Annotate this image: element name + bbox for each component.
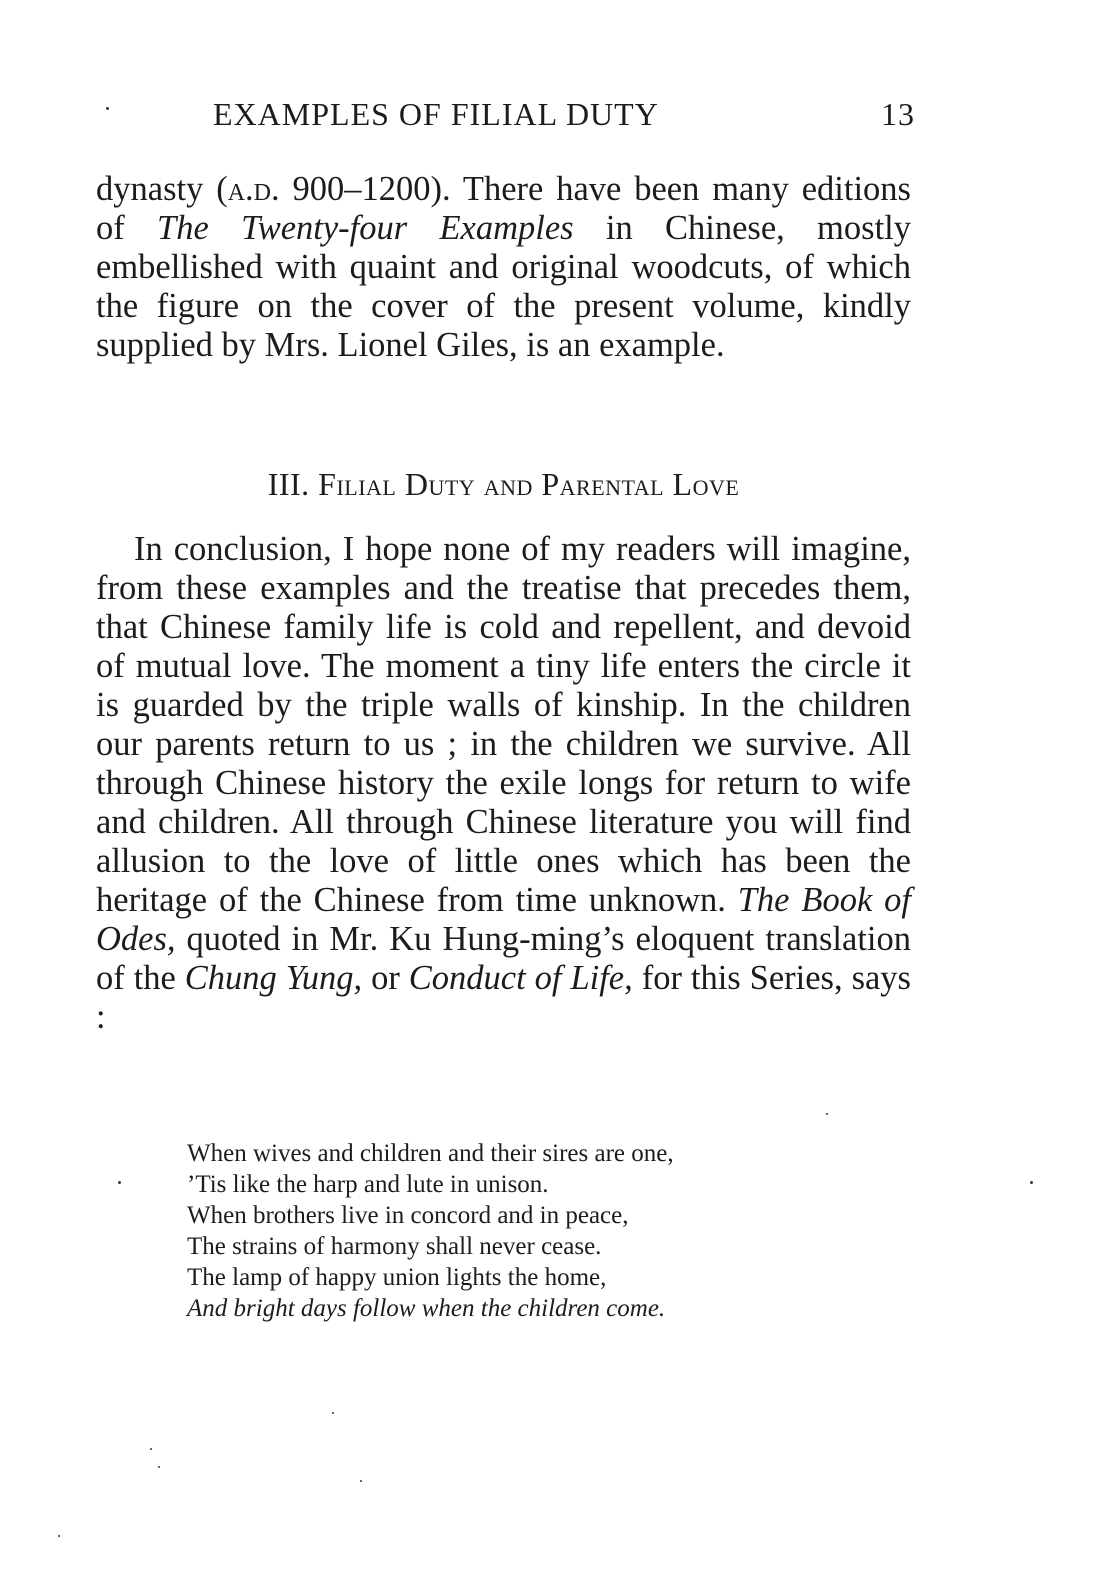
- paper-speck: [118, 1181, 121, 1184]
- era-abbreviation: a.d.: [227, 170, 280, 208]
- verse-line: When brothers live in concord and in peace,: [187, 1202, 629, 1229]
- paragraph-conclusion: [96, 530, 911, 1037]
- paper-speck: [106, 107, 109, 110]
- paragraph-continuation: [96, 170, 911, 365]
- paper-speck: [360, 1480, 362, 1482]
- verse-line: ’Tis like the harp and lute in unison.: [187, 1171, 549, 1198]
- paper-speck: [58, 1535, 60, 1537]
- paragraph-text: or: [362, 959, 409, 997]
- book-title: The Twenty-four Examples: [157, 209, 574, 247]
- verse-quotation: [187, 1138, 887, 1324]
- section-numeral: III.: [267, 466, 319, 502]
- paper-speck: [332, 1412, 334, 1414]
- book-title: The Book of Odes,: [96, 881, 911, 958]
- paragraph-text: dynasty (: [96, 170, 228, 208]
- section-heading: [96, 466, 911, 503]
- section-title: Filial Duty and Parental Love: [318, 466, 740, 502]
- paper-speck: [1030, 1181, 1033, 1184]
- running-head-title: EXAMPLES OF FILIAL DUTY: [213, 96, 659, 132]
- verse-line: The lamp of happy union lights the home,: [187, 1264, 607, 1291]
- work-title: Chung Yung,: [184, 959, 363, 997]
- paper-speck: [158, 1466, 160, 1468]
- verse-line: The strains of harmony shall never cease.: [187, 1233, 602, 1260]
- verse-line: When wives and children and their sires are one,: [187, 1140, 674, 1167]
- paragraph-text: for this Series, says :: [96, 959, 911, 1036]
- paragraph-text: 900–1200). There have been many editions of: [96, 170, 911, 247]
- verse-line-final: And bright days follow when the children come.: [187, 1295, 666, 1322]
- work-subtitle: Conduct of Life,: [408, 959, 633, 997]
- paragraph-text: quoted in Mr. Ku Hung-ming’s eloquent translation of the: [96, 920, 911, 997]
- paragraph-text: in Chinese, mostly embellished with quaint and original woodcuts, of which the figure on the cover of the present volume, kindly supplied by Mrs. Lionel Giles, is an example.: [96, 209, 911, 364]
- page-number: 13: [881, 96, 915, 132]
- paragraph-text: In conclusion, I hope none of my readers will imagine, from these examples and the treatise that precedes them, that Chinese family life is cold and repellent, and devoid of mutual love. The moment a tiny life enters the circle it is guarded by the triple walls of kinship. In the children our parents return to us ; in the children we survive. All through Chinese history the exile longs for return to wife and children. All through Chinese literature you will find allusion to the love of little ones which has been the heritage of the Chinese from time unknown.: [96, 530, 911, 919]
- paper-speck: [150, 1448, 152, 1450]
- running-head: [205, 96, 915, 140]
- paper-speck: [826, 1113, 828, 1115]
